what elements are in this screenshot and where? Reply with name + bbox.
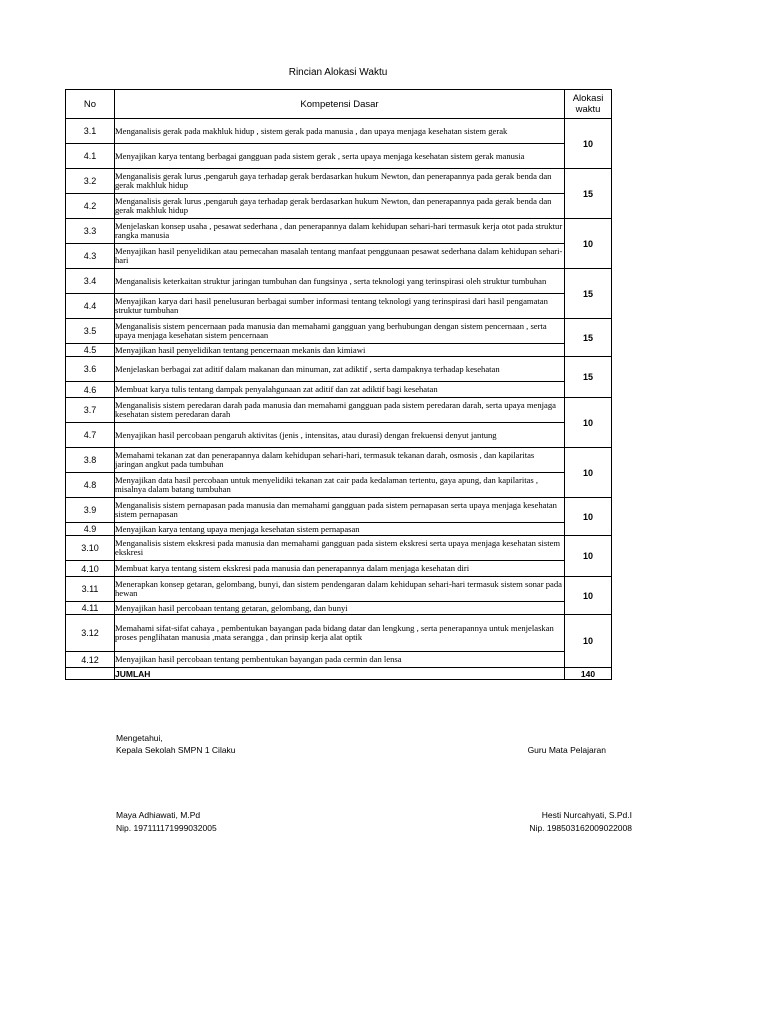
table-row (66, 536, 612, 561)
kd-number: 4.1 (66, 144, 115, 169)
total-row (66, 668, 612, 680)
alokasi-value: 15 (565, 269, 612, 319)
kd-number: 3.7 (66, 398, 115, 423)
total-label: JUMLAH (115, 668, 565, 680)
kd-number: 4.3 (66, 244, 115, 269)
kd-text: Menganalisis gerak lurus ,pengaruh gaya terhadap gerak berdasarkan hukum Newton, dan penerapannya pada gerak benda dan gerak makhluk hidup (115, 169, 565, 194)
table-row (66, 357, 612, 382)
table-row (66, 398, 612, 423)
kd-number: 4.7 (66, 423, 115, 448)
total-value: 140 (565, 668, 612, 680)
kd-number: 3.2 (66, 169, 115, 194)
kd-number: 3.9 (66, 498, 115, 523)
kd-number: 3.5 (66, 319, 115, 344)
table-row (66, 523, 612, 536)
kd-number: 3.4 (66, 269, 115, 294)
kd-text: Membuat karya tentang sistem ekskresi pada manusia dan penerapannya dalam menjaga kesehatan diri (115, 561, 565, 577)
table-row (66, 119, 612, 144)
kd-number: 4.2 (66, 194, 115, 219)
principal-title: Kepala Sekolah SMPN 1 Cilaku (116, 745, 236, 755)
kd-text: Membuat karya tulis tentang dampak penyalahgunaan zat aditif dan zat adiktif bagi kesehatan (115, 382, 565, 398)
alokasi-value: 10 (565, 577, 612, 615)
alokasi-value: 10 (565, 119, 612, 169)
kd-text: Menyajikan data hasil percobaan untuk menyelidiki tekanan zat cair pada kedalaman tertentu, gaya apung, dan kapilaritas , misalnya dalam batang tumbuhan (115, 473, 565, 498)
alokasi-value: 15 (565, 357, 612, 398)
kd-text: Menyajikan karya dari hasil penelusuran berbagai sumber informasi tentang teknologi yang terinspirasi dari hasil pengamatan struktur tumbuhan (115, 294, 565, 319)
alokasi-value: 10 (565, 448, 612, 498)
table-row (66, 194, 612, 219)
table-row (66, 423, 612, 448)
kd-text: Menganalisis gerak pada makhluk hidup , sistem gerak pada manusia , dan upaya menjaga kesehatan sistem gerak (115, 119, 565, 144)
table-row (66, 344, 612, 357)
kd-number: 4.6 (66, 382, 115, 398)
kd-text: Menganalisis sistem ekskresi pada manusia dan memahami gangguan pada sistem ekskresi serta upaya menjaga kesehatan sistem ekskresi (115, 536, 565, 561)
kd-number: 3.10 (66, 536, 115, 561)
kd-text: Menyajikan hasil percobaan tentang getaran, gelombang, dan bunyi (115, 602, 565, 615)
table-row (66, 219, 612, 244)
kd-text: Memahami tekanan zat dan penerapannya dalam kehidupan sehari-hari, termasuk tekanan darah, osmosis , dan kapilaritas jaringan angkut pada tumbuhan (115, 448, 565, 473)
table-row (66, 577, 612, 602)
table-row (66, 602, 612, 615)
alokasi-value: 15 (565, 169, 612, 219)
kd-number: 4.12 (66, 652, 115, 668)
kd-number: 4.8 (66, 473, 115, 498)
kd-number: 4.9 (66, 523, 115, 536)
kd-text: Menjelaskan berbagai zat aditif dalam makanan dan minuman, zat adiktif , serta dampaknya terhadap kesehatan (115, 357, 565, 382)
kd-text: Menyajikan karya tentang berbagai gangguan pada sistem gerak , serta upaya menjaga kesehatan sistem gerak manusia (115, 144, 565, 169)
kd-text: Menyajikan hasil percobaan pengaruh aktivitas (jenis , intensitas, atau durasi) dengan frekuensi denyut jantung (115, 423, 565, 448)
table-row (66, 319, 612, 344)
kd-number: 3.1 (66, 119, 115, 144)
kd-text: Menganalisis sistem pencernaan pada manusia dan memahami gangguan yang berhubungan dengan sistem pencernaan , serta upaya menjaga kesehatan sistem pencernaan (115, 319, 565, 344)
page-title: Rincian Alokasi Waktu (288, 67, 388, 78)
kd-number: 4.10 (66, 561, 115, 577)
kd-text: Memahami sifat-sifat cahaya , pembentukan bayangan pada bidang datar dan lengkung , serta penerapannya untuk menjelaskan proses penglihatan manusia ,mata serangga , dan prinsip kerja alat optik (115, 615, 565, 652)
alokasi-value: 10 (565, 219, 612, 269)
kd-text: Menyajikan hasil penyelidikan atau pemecahan masalah tentang manfaat penggunaan pesawat sederhana dalam kehidupan sehari-hari (115, 244, 565, 269)
total-empty-cell (66, 668, 115, 680)
kd-text: Menjelaskan konsep usaha , pesawat sederhana , dan penerapannya dalam kehidupan sehari-hari termasuk kerja otot pada struktur rangka manusia (115, 219, 565, 244)
kd-text: Menganalisis keterkaitan struktur jaringan tumbuhan dan fungsinya , serta teknologi yang terinspirasi oleh struktur tumbuhan (115, 269, 565, 294)
kd-table (65, 89, 612, 680)
mengetahui-text: Mengetahui, (116, 733, 163, 743)
table-row (66, 498, 612, 523)
kd-number: 4.11 (66, 602, 115, 615)
kd-number: 3.8 (66, 448, 115, 473)
table-row (66, 244, 612, 269)
principal-name: Maya Adhiawati, M.Pd (116, 810, 201, 820)
kd-text: Menyajikan hasil percobaan tentang pembentukan bayangan pada cermin dan lensa (115, 652, 565, 668)
kd-number: 4.4 (66, 294, 115, 319)
table-row (66, 169, 612, 194)
kd-text: Menganalisis gerak lurus ,pengaruh gaya terhadap gerak berdasarkan hukum Newton, dan penerapannya pada gerak benda dan gerak makhluk hidup (115, 194, 565, 219)
kd-number: 4.5 (66, 344, 115, 357)
header-alokasi-waktu: Alokasi waktu (565, 90, 612, 119)
table-row (66, 382, 612, 398)
alokasi-value: 10 (565, 615, 612, 668)
table-row (66, 652, 612, 668)
table-row (66, 561, 612, 577)
kd-number: 3.6 (66, 357, 115, 382)
kd-text: Menyajikan karya tentang upaya menjaga kesehatan sistem pernapasan (115, 523, 565, 536)
header-kompetensi-dasar: Kompetensi Dasar (115, 90, 565, 119)
table-row (66, 615, 612, 652)
kd-text: Menganalisis sistem pernapasan pada manusia dan memahami gangguan pada sistem pernapasan serta upaya menjaga kesehatan sistem pernapasan (115, 498, 565, 523)
alokasi-value: 10 (565, 398, 612, 448)
kd-text: Menerapkan konsep getaran, gelombang, bunyi, dan sistem pendengaran dalam kehidupan sehari-hari termasuk sistem sonar pada hewan (115, 577, 565, 602)
table-header (66, 90, 612, 119)
kd-number: 3.12 (66, 615, 115, 652)
header-no: No (66, 90, 115, 119)
kd-text: Menyajikan hasil penyelidikan tentang pencernaan mekanis dan kimiawi (115, 344, 565, 357)
table-row (66, 294, 612, 319)
principal-nip: Nip. 197111171999032005 (116, 823, 217, 833)
kd-number: 3.3 (66, 219, 115, 244)
table-row (66, 144, 612, 169)
alokasi-value: 10 (565, 498, 612, 536)
table-row (66, 473, 612, 498)
kd-number: 3.11 (66, 577, 115, 602)
table-row (66, 269, 612, 294)
teacher-nip: Nip. 198503162009022008 (529, 823, 632, 833)
alokasi-value: 15 (565, 319, 612, 357)
table-row (66, 448, 612, 473)
teacher-title: Guru Mata Pelajaran (527, 745, 606, 755)
kd-text: Menganalisis sistem peredaran darah pada manusia dan memahami gangguan pada sistem peredaran darah, serta upaya menjaga kesehatan sistem peredaran darah (115, 398, 565, 423)
alokasi-value: 10 (565, 536, 612, 577)
teacher-name: Hesti Nurcahyati, S.Pd.I (541, 810, 632, 820)
